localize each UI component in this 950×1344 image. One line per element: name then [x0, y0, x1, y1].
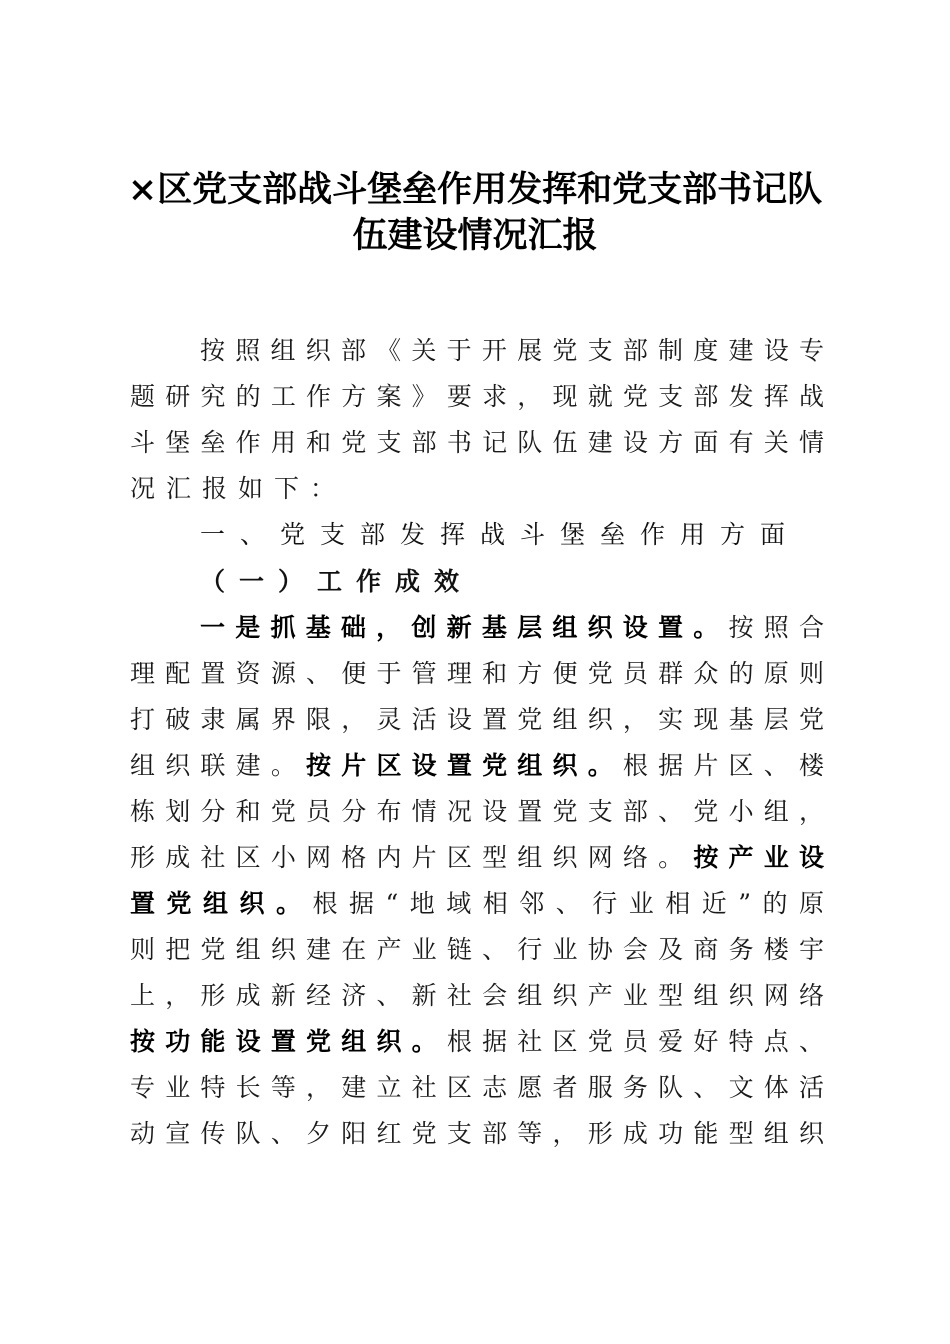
body-line: 打破隶属界限，灵活设置党组织，实现基层党 — [130, 705, 824, 734]
body-line: 动宣传队、夕阳红党支部等，形成功能型组织 — [130, 1119, 824, 1148]
key-point: 按片区设置党组织。 — [306, 751, 623, 780]
document-title-line-2: 伍建设情况汇报 — [352, 215, 598, 256]
body-line: 按功能设置党组织。根据社区党员爱好特点、 — [130, 1027, 824, 1056]
body-line: 形成社区小网格内片区型组织网络。按产业设 — [130, 843, 824, 872]
intro-line: 题研究的工作方案》要求，现就党支部发挥战 — [130, 382, 824, 411]
key-point: 一是抓基础，创新基层组织设置。 — [200, 613, 729, 642]
key-point: 按产业设 — [693, 843, 824, 872]
document-title-line-1: ×区党支部战斗堡垒作用发挥和党支部书记队 — [127, 169, 823, 210]
intro-line: 斗堡垒作用和党支部书记队伍建设方面有关情 — [130, 428, 824, 457]
body-line: 专业特长等，建立社区志愿者服务队、文体活 — [130, 1073, 824, 1102]
intro-line: 按照组织部《关于开展党支部制度建设专 — [200, 336, 824, 365]
body-line: 一是抓基础，创新基层组织设置。按照合 — [200, 613, 824, 642]
body-line: 组织联建。按片区设置党组织。根据片区、楼 — [130, 751, 824, 780]
body-line: 栋划分和党员分布情况设置党支部、党小组， — [130, 797, 824, 826]
body-line: 置党组织。根据“地域相邻、行业相近”的原 — [130, 889, 824, 918]
intro-line: 况汇报如下： — [130, 474, 347, 503]
body-line: 则把党组织建在产业链、行业协会及商务楼宇 — [130, 935, 824, 964]
key-point: 置党组织。 — [130, 889, 313, 918]
subsection-heading: （一）工作成效 — [200, 567, 474, 596]
key-point: 按功能设置党组织。 — [130, 1027, 447, 1056]
body-line: 理配置资源、便于管理和方便党员群众的原则 — [130, 659, 824, 688]
section-heading: 一、党支部发挥战斗堡垒作用方面 — [200, 520, 801, 549]
body-line: 上，形成新经济、新社会组织产业型组织网络 — [130, 981, 824, 1010]
